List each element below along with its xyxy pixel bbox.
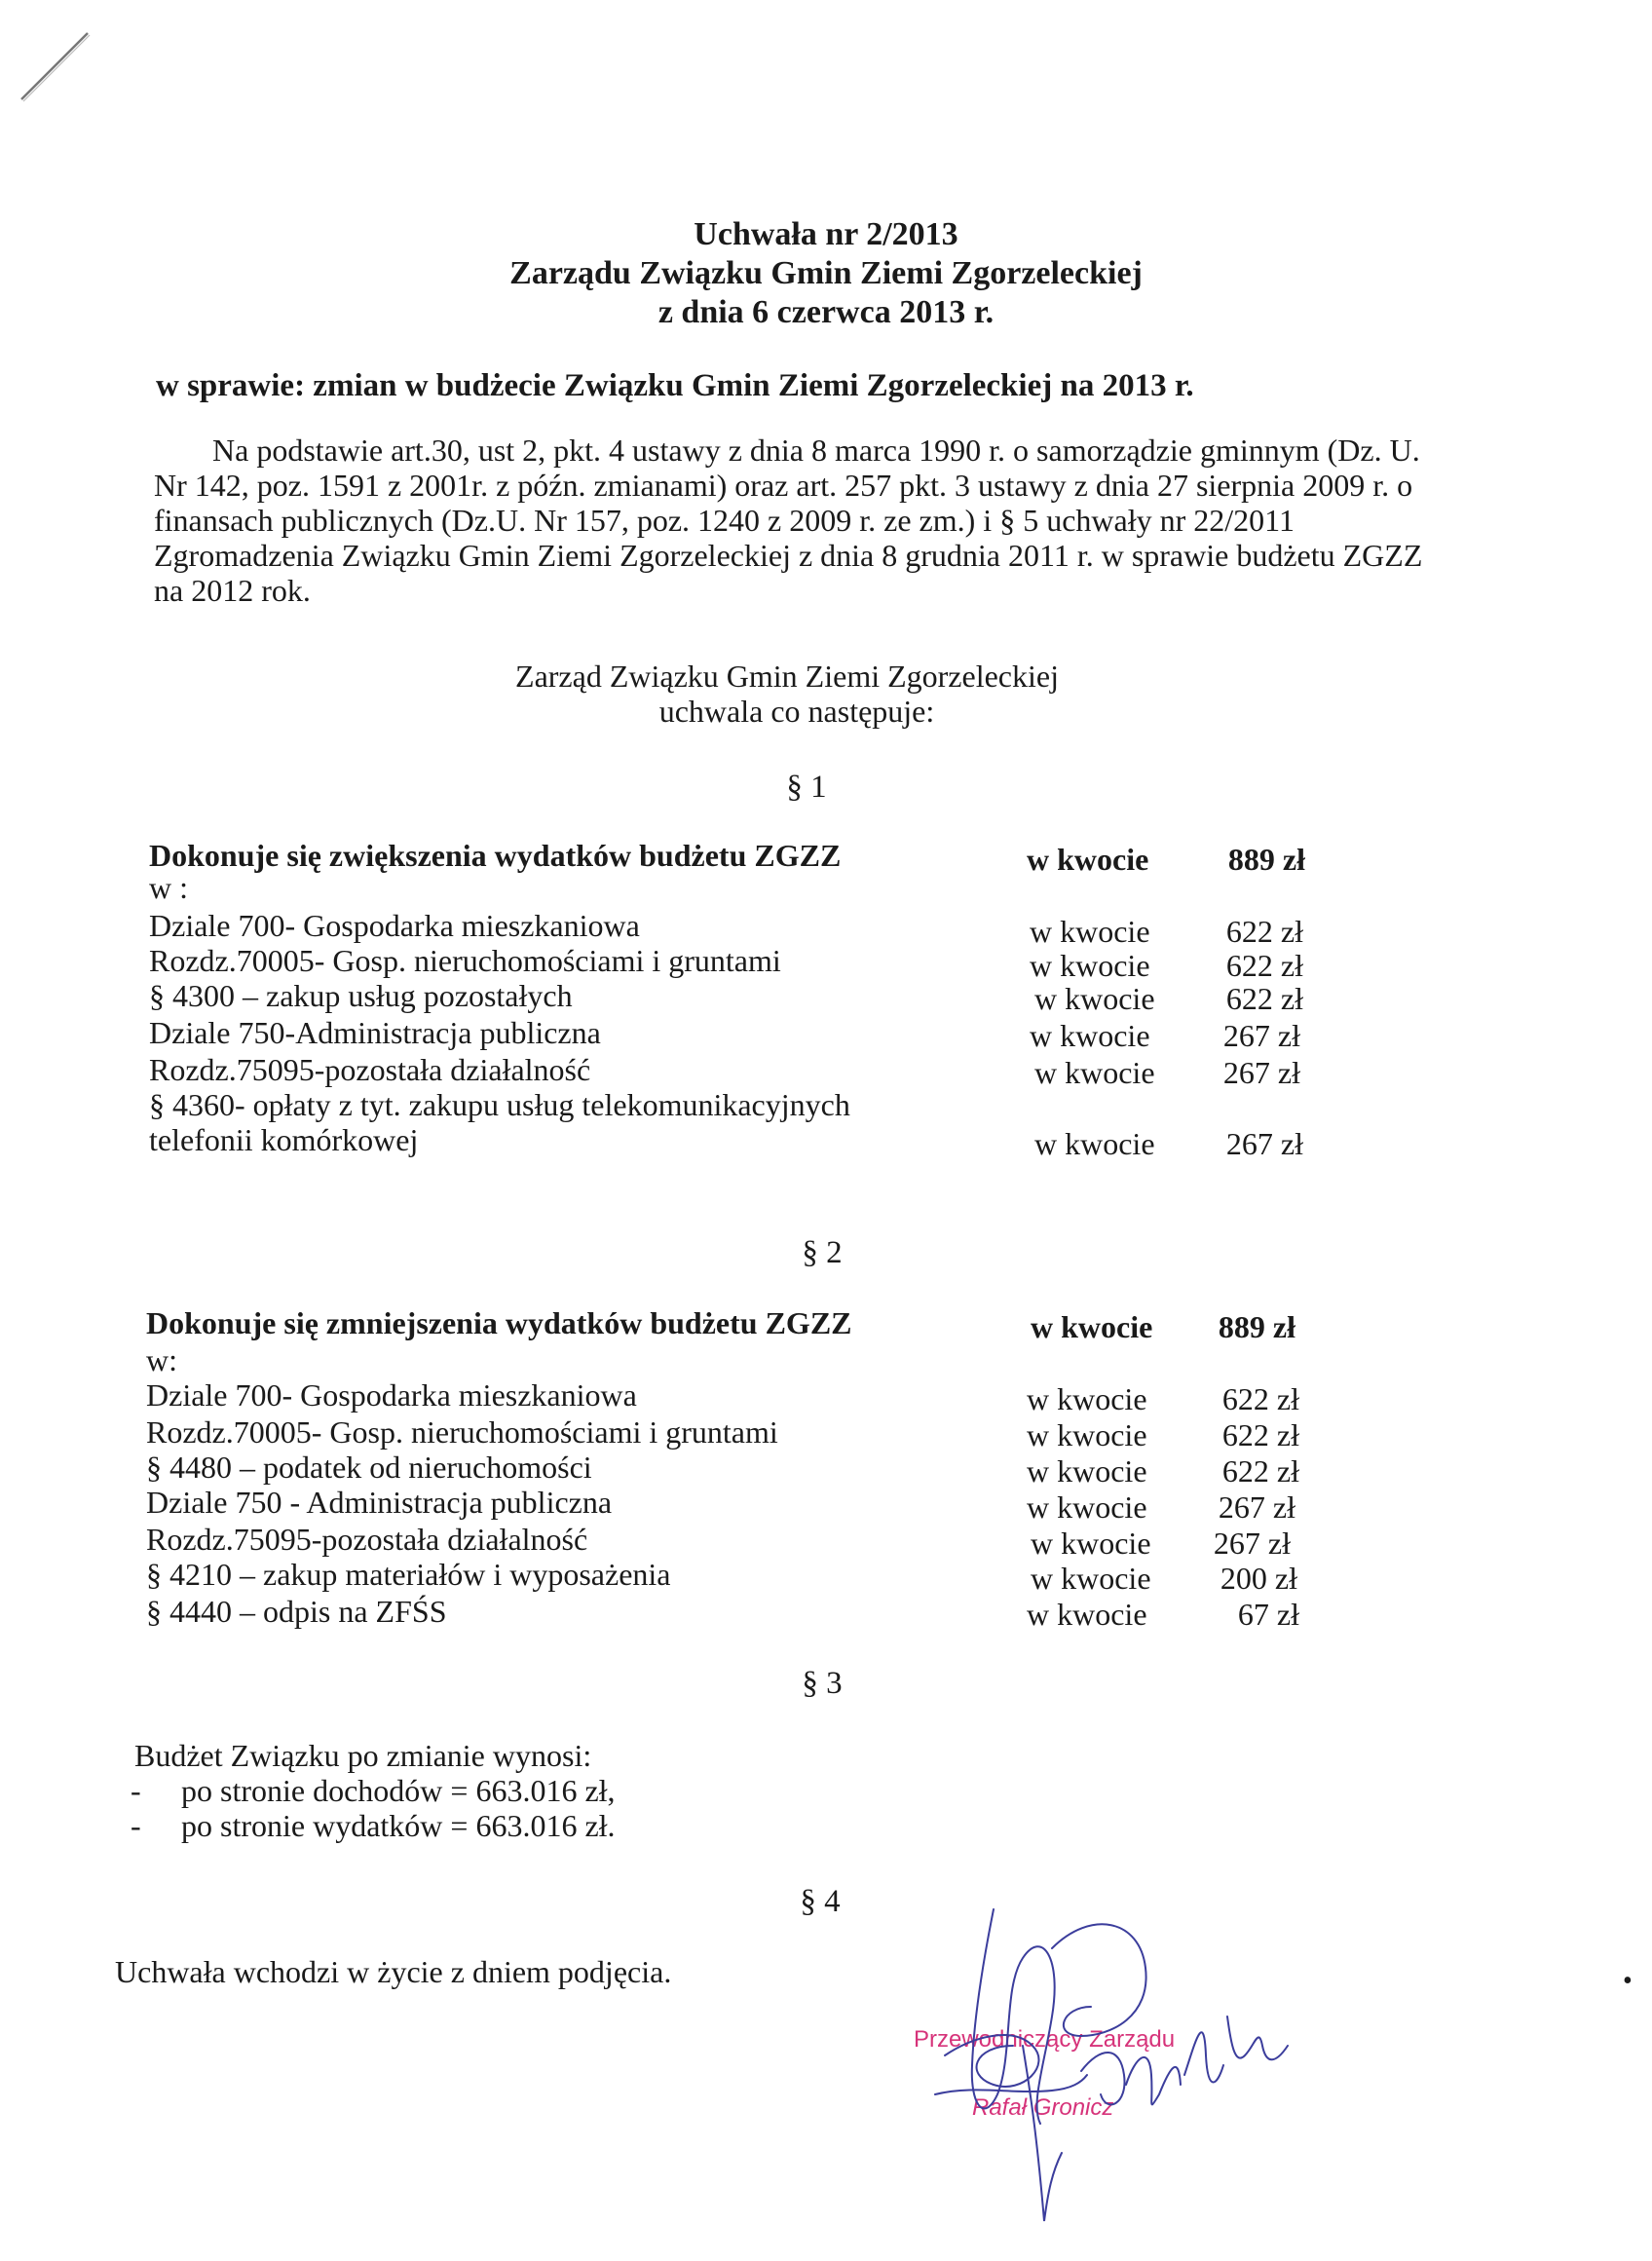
section-2-row-label: Dziale 700- Gospodarka mieszkaniowa — [146, 1377, 637, 1413]
section-3-intro: Budżet Związku po zmianie wynosi: — [134, 1738, 592, 1773]
section-2-row-label: § 4440 – odpis na ZFŚS — [146, 1594, 447, 1629]
section-1-heading-kw: w kwocie — [1027, 842, 1149, 877]
section-2-row-kw: w kwocie — [1027, 1453, 1147, 1488]
section-1-row-label: § 4300 – zakup usług pozostałych — [149, 978, 573, 1013]
section-2-row-kw: w kwocie — [1027, 1489, 1147, 1525]
section-1-heading: Dokonuje się zwiększenia wydatków budżetu ZGZZ — [149, 838, 842, 873]
section-1-row-label: Dziale 700- Gospodarka mieszkaniowa — [149, 908, 640, 943]
section-1-row-kw: w kwocie — [1030, 914, 1150, 949]
section-2-row-label: § 4210 – zakup materiałów i wyposażenia — [146, 1557, 671, 1592]
section-1-intro: w : — [149, 870, 188, 905]
section-3-item: po stronie wydatków = 663.016 zł. — [181, 1808, 616, 1843]
resolution-subject: w sprawie: zmian w budżecie Związku Gmin Ziemi Zgorzeleckiej na 2013 r. — [156, 368, 1194, 403]
section-2-row-amount: 622 zł — [1221, 1417, 1299, 1452]
section-1-row-label: Dziale 750-Administracja publiczna — [149, 1015, 601, 1050]
resolution-issuer: Zarządu Związku Gmin Ziemi Zgorzeleckiej — [509, 255, 1143, 291]
section-2-heading-amount: 889 zł — [1218, 1309, 1295, 1344]
section-2-row-amount: 622 zł — [1221, 1381, 1299, 1416]
resolution-date: z dnia 6 czerwca 2013 r. — [657, 294, 995, 330]
section-1-row-label: Rozdz.75095-pozostała działalność — [149, 1052, 591, 1087]
stamp-role: Przewodniczący Zarządu — [914, 2026, 1176, 2053]
section-2-intro: w: — [146, 1342, 177, 1377]
section-1-row-amount: 622 zł — [1225, 914, 1303, 949]
resolves-issuer: Zarząd Związku Gmin Ziemi Zgorzeleckiej — [515, 659, 1059, 694]
section-2-heading: Dokonuje się zmniejszenia wydatków budżetu ZGZZ — [146, 1305, 852, 1340]
section-2-row-kw: w kwocie — [1031, 1526, 1151, 1561]
section-1-mark: § 1 — [786, 770, 827, 805]
section-1-row-kw: w kwocie — [1030, 1018, 1150, 1053]
preamble-line: na 2012 rok. — [154, 573, 311, 608]
section-1-row-label: telefonii komórkowej — [149, 1122, 419, 1157]
preamble-line: Zgromadzenia Związku Gmin Ziemi Zgorzeleckiej z dnia 8 grudnia 2011 r. w sprawie budżetu ZGZZ — [154, 538, 1423, 573]
section-2-row-kw: w kwocie — [1027, 1381, 1147, 1416]
section-1-row-kw: w kwocie — [1034, 981, 1155, 1016]
section-2-row-label: Rozdz.75095-pozostała działalność — [146, 1522, 588, 1557]
stamp-name: Rafał Gronicz — [972, 2094, 1114, 2121]
resolves-phrase: uchwala co następuje: — [658, 694, 935, 729]
section-3-item: po stronie dochodów = 663.016 zł, — [181, 1773, 616, 1808]
edge-mark: • — [1623, 1966, 1633, 1996]
section-1-row-label: § 4360- opłaty z tyt. zakupu usług telekomunikacyjnych — [149, 1087, 850, 1122]
section-1-row-amount: 622 zł — [1225, 981, 1303, 1016]
section-4-text: Uchwała wchodzi w życie z dniem podjęcia. — [115, 1954, 672, 1989]
section-2-row-kw: w kwocie — [1027, 1417, 1147, 1452]
section-2-heading-kw: w kwocie — [1031, 1309, 1153, 1344]
section-2-row-amount: 622 zł — [1221, 1453, 1299, 1488]
section-2-row-label: § 4480 – podatek od nieruchomości — [146, 1450, 592, 1485]
section-1-row-kw: w kwocie — [1034, 1055, 1155, 1090]
section-4-mark: § 4 — [800, 1884, 841, 1919]
section-2-row-kw: w kwocie — [1031, 1561, 1151, 1596]
preamble-line: finansach publicznych (Dz.U. Nr 157, poz. 1240 z 2009 r. ze zm.) i § 5 uchwały nr 22/2011 — [154, 503, 1295, 538]
section-1-row-label: Rozdz.70005- Gosp. nieruchomościami i gruntami — [149, 943, 781, 978]
section-2-row-amount: 200 zł — [1220, 1561, 1297, 1596]
list-dash: - — [131, 1773, 141, 1808]
section-2-row-amount: 267 zł — [1218, 1489, 1295, 1525]
section-1-row-amount: 622 zł — [1225, 948, 1303, 983]
section-1-row-amount: 267 zł — [1222, 1018, 1300, 1053]
section-1-row-kw: w kwocie — [1030, 948, 1150, 983]
section-2-row-amount: 67 zł — [1237, 1597, 1299, 1632]
staple-mark — [18, 27, 95, 105]
section-1-row-kw: w kwocie — [1034, 1126, 1155, 1161]
section-1-row-amount: 267 zł — [1222, 1055, 1300, 1090]
preamble-line: Na podstawie art.30, ust 2, pkt. 4 ustawy z dnia 8 marca 1990 r. o samorządzie gminnym (Dz. U. — [212, 433, 1420, 468]
section-2-row-label: Dziale 750 - Administracja publiczna — [146, 1485, 613, 1520]
section-2-row-label: Rozdz.70005- Gosp. nieruchomościami i gruntami — [146, 1414, 778, 1450]
section-3-mark: § 3 — [802, 1666, 843, 1701]
section-2-row-amount: 267 zł — [1213, 1526, 1291, 1561]
section-2-mark: § 2 — [802, 1235, 843, 1270]
section-2-row-kw: w kwocie — [1027, 1597, 1147, 1632]
section-1-heading-amount: 889 zł — [1227, 842, 1305, 877]
list-dash: - — [131, 1808, 141, 1843]
section-1-row-amount: 267 zł — [1225, 1126, 1303, 1161]
resolution-number: Uchwała nr 2/2013 — [694, 216, 958, 252]
handwritten-signature — [916, 1900, 1325, 2231]
preamble-line: Nr 142, poz. 1591 z 2001r. z późn. zmianami) oraz art. 257 pkt. 3 ustawy z dnia 27 sierpnia 2009 r. o — [154, 468, 1413, 503]
